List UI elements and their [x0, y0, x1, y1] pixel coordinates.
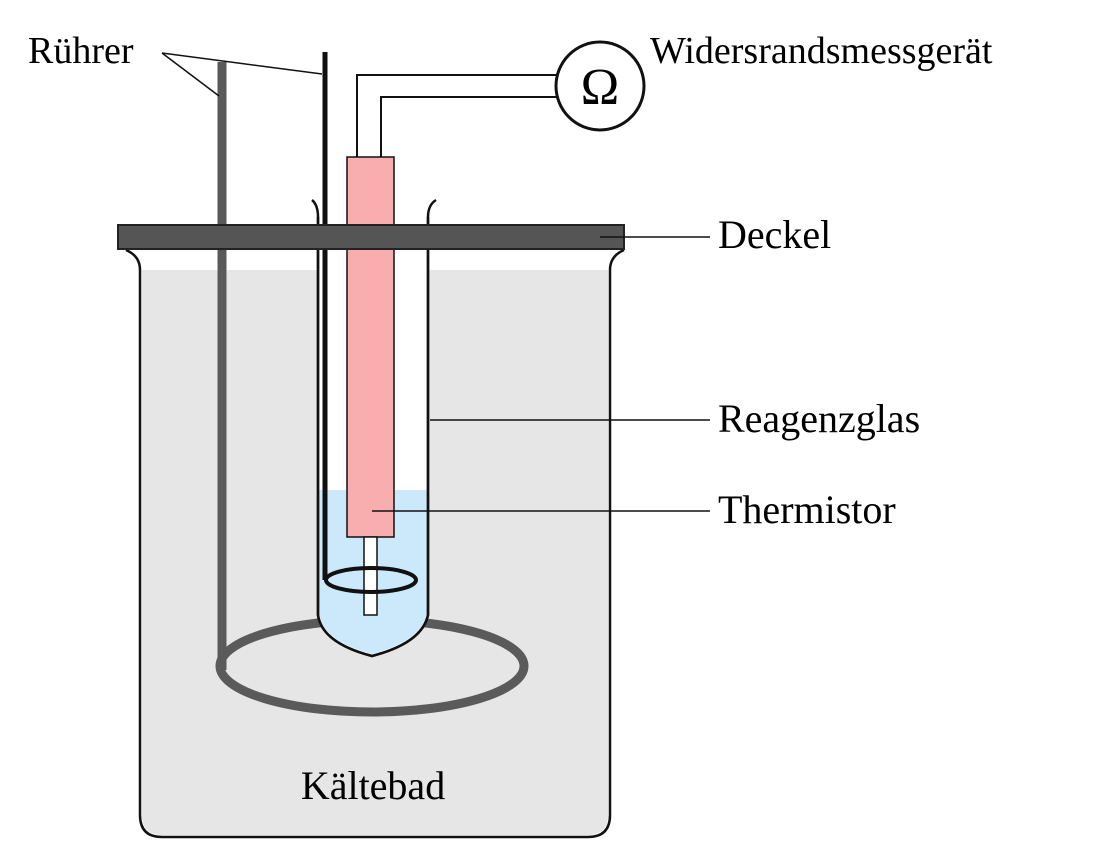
- cold-bath-label: Kältebad: [300, 763, 446, 808]
- meter-label: Widersrandsmessgerät: [650, 30, 993, 72]
- thermistor-probe: [347, 157, 394, 537]
- lid: [118, 225, 624, 249]
- thermistor-tip: [364, 537, 377, 615]
- lid-label: Deckel: [718, 212, 832, 257]
- test-tube-label: Reagenzglas: [718, 396, 921, 441]
- stirrer-label: Rührer: [28, 30, 134, 72]
- thermistor-label: Thermistor: [718, 487, 896, 532]
- meter-wire-outer: [357, 75, 558, 157]
- meter-wire-inner: [381, 97, 558, 157]
- ohmmeter-symbol: Ω: [580, 59, 620, 116]
